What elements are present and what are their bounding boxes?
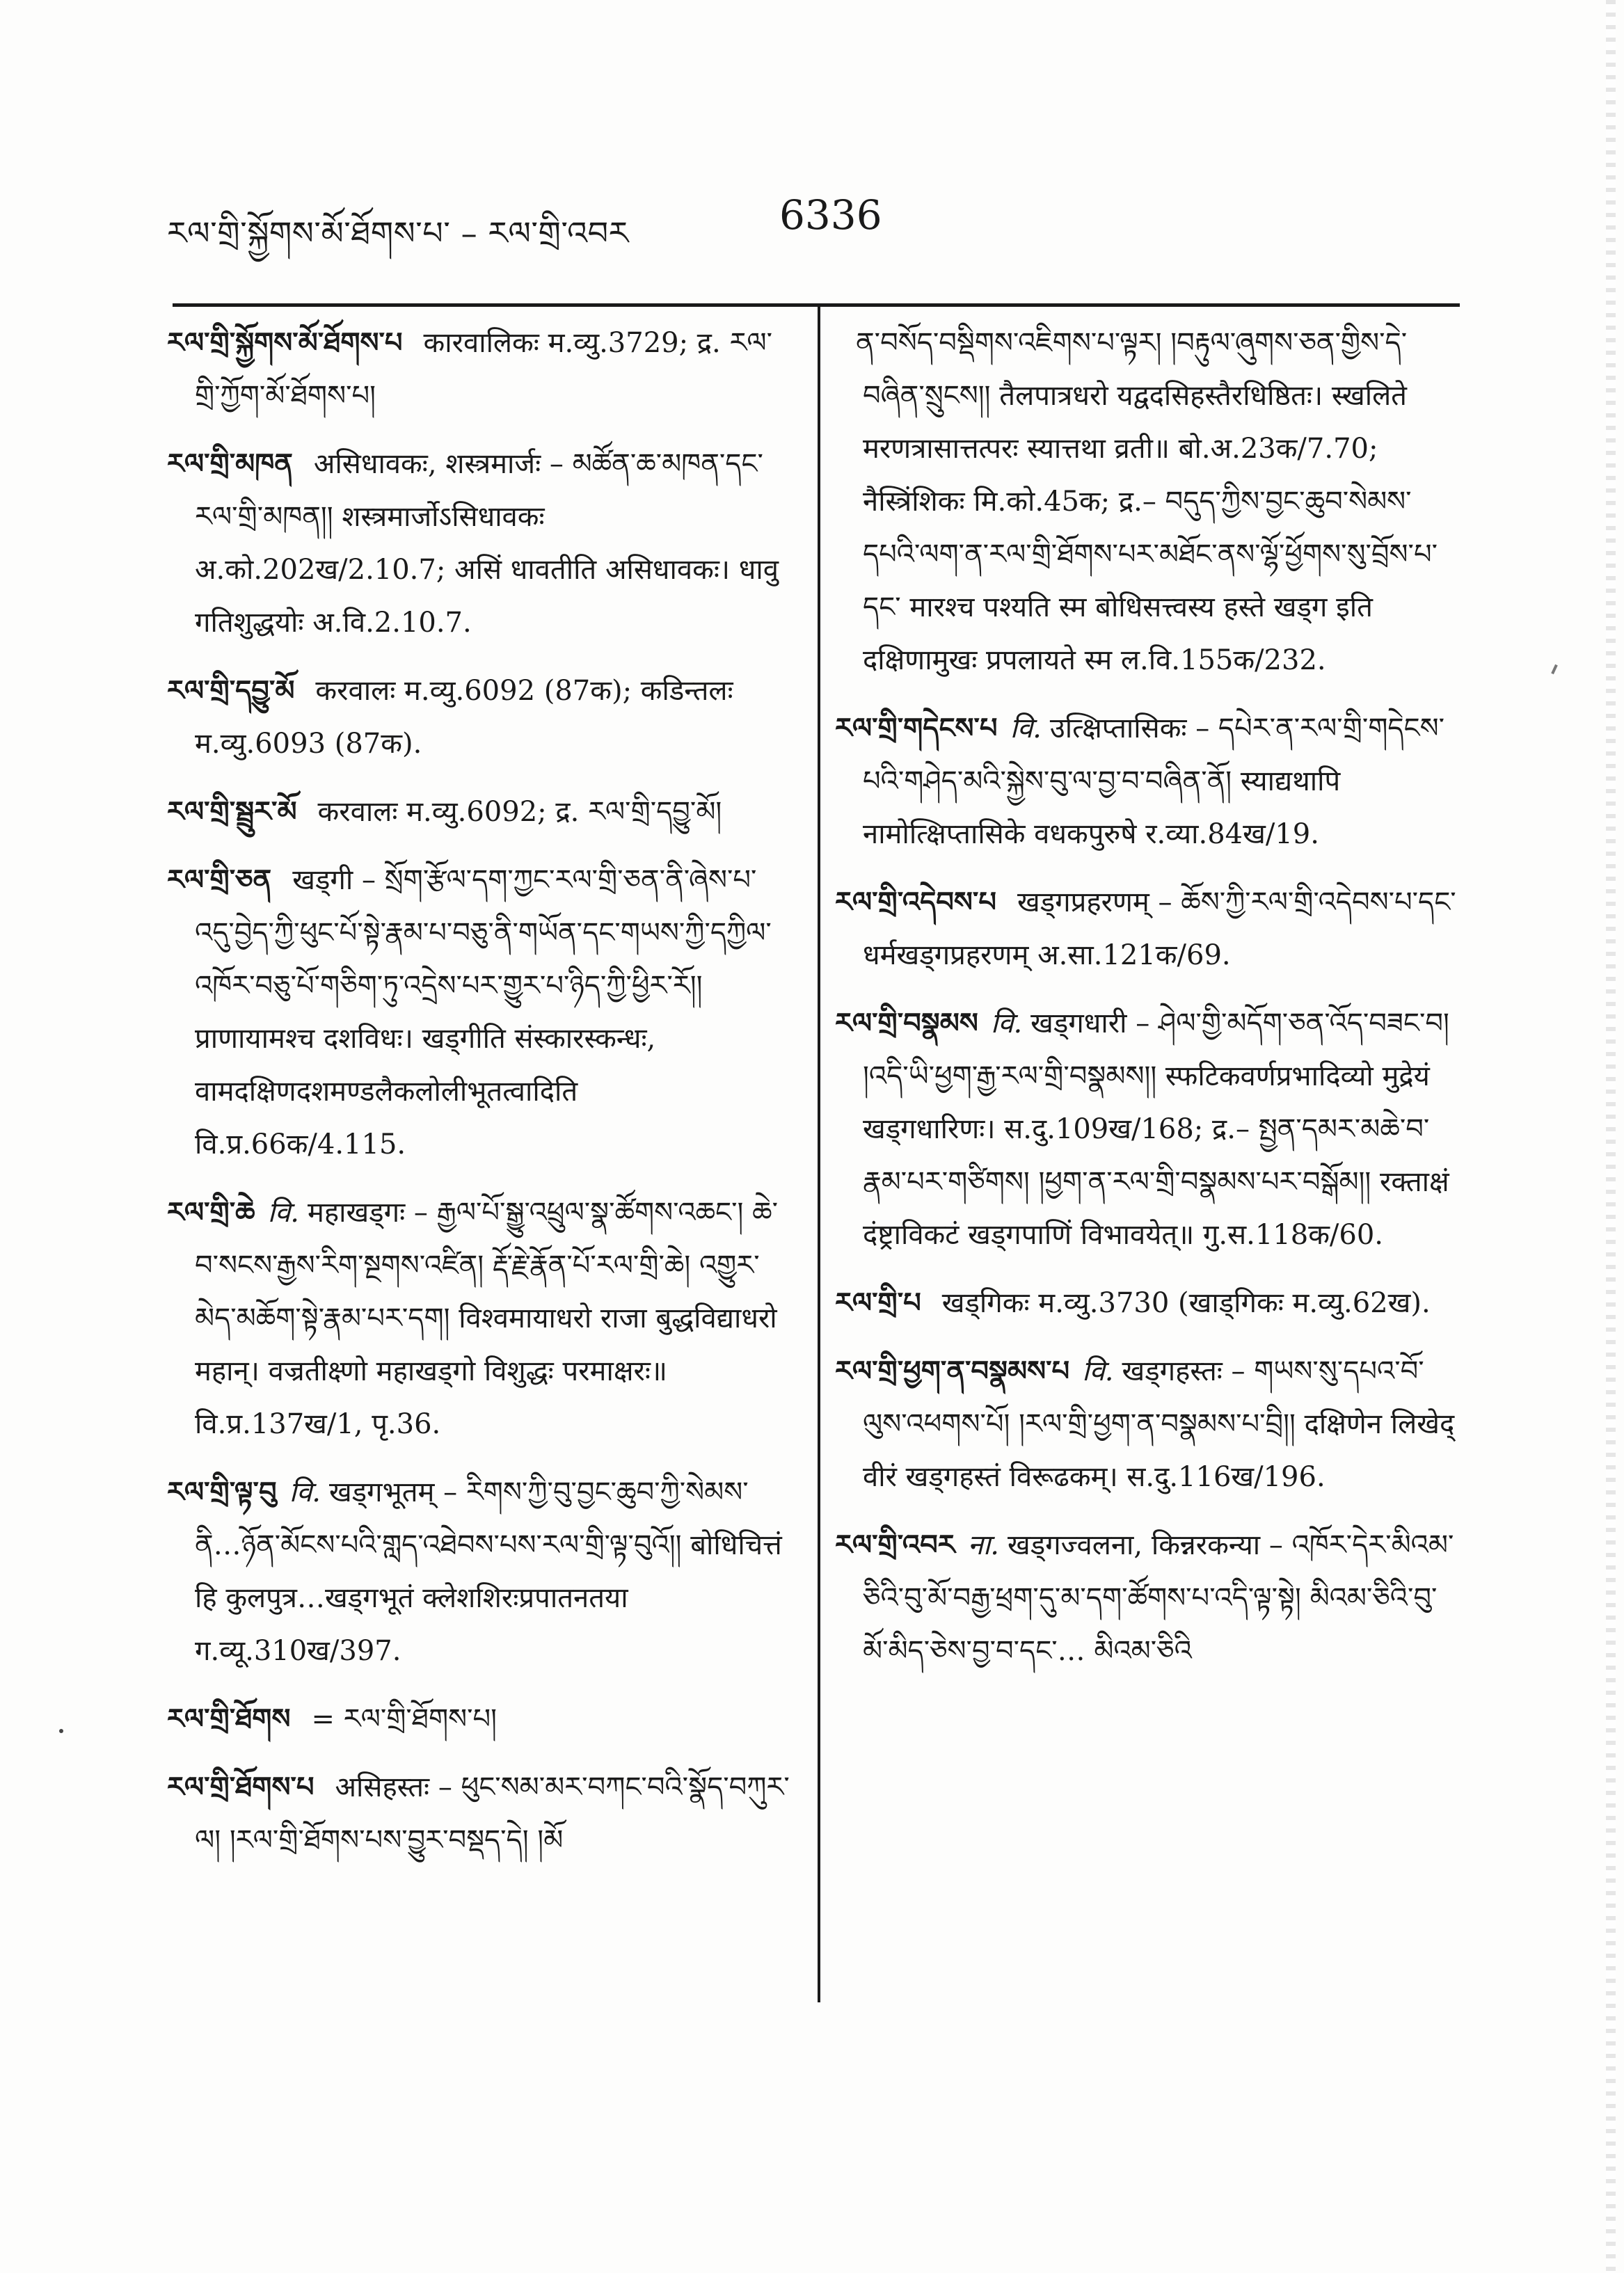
entry-body: खड्गिकः म.व्यु.3730 (खाड्गिकः म.व्यु.62ख). (941, 1287, 1431, 1319)
dictionary-entry (167, 1186, 793, 1451)
entry-body: कारवालिकः म.व्यु.3729; द्र. རལ་གྲི་ཀྱོག་མོ་ཐོགས་པ། (195, 327, 773, 412)
entry-body: करवालः म.व्यु.6092; द्र. རལ་གྲི་དབྱུ་མོ། (317, 796, 722, 828)
dictionary-entry (835, 1277, 1458, 1330)
dictionary-entry (167, 1761, 793, 1867)
entry-headword: རལ་གྲི་འབར (835, 1529, 955, 1561)
entry-body: खड्गप्रहरणम् – ཆོས་ཀྱི་རལ་གྲི་འདེབས་པ་དང་ धर्मखड्गप्रहरणम् अ.सा.121क/69. (863, 886, 1456, 971)
dictionary-entry (835, 997, 1458, 1261)
entry-headword: རལ་གྲི་ཅན (167, 863, 272, 896)
dictionary-entry (167, 1466, 793, 1677)
column-divider (818, 305, 820, 2002)
entry-headword: རལ་གྲི་སྐྱོགས་མོ་ཐོགས་པ (167, 326, 403, 359)
entry-headword: རལ་གྲི་ཆེ (167, 1196, 255, 1229)
entry-body: खड्गी – སྲོག་རྩོལ་དག་ཀྱང་རལ་གྲི་ཅན་ནི་ཞེས་པ་འདུ་བྱེད་ཀྱི་ཕུང་པོ་སྟེ་རྣམ་པ་བཅུ་ནི་གཡོན་དང་གཡས་ཀྱི་དཀྱིལ་འཁོར་བཅུ་པོ་གཅིག་ཏུ་འདྲེས་པར་གྱུར་པ་ཉིད་ཀྱི་ཕྱིར་རོ།། प्राणायामश्च दशविधः। खड्गीति संस्कारस्कन्धः, वामदक्षिणदशमण्डलैकलोलीभूतत्वादिति वि.प्र.66क/4.115. (195, 864, 772, 1161)
scan-speck (1551, 664, 1558, 674)
dictionary-entry (167, 664, 793, 770)
entry-headword: རལ་གྲི་པ (835, 1286, 921, 1319)
entry-body: खड्गभूतम् – རིགས་ཀྱི་བུ་བྱང་ཆུབ་ཀྱི་སེམས་ནི…ཉོན་མོངས་པའི་གླད་འཐེབས་པས་རལ་གྲི་ལྟ་བུའོ།། बोधिचित्तं हि कुलपुत्र…खड्गभूतं क्लेशशिरःप्रपातनतया ग.व्यू.310ख/397. (195, 1476, 782, 1667)
entry-body: असिधावकः, शस्त्रमार्जः – མཚོན་ཆ་མཁན་དང་རལ་གྲི་མཁན།། शस्त्रमार्जोऽसिधावकः अ.को.202ख/2.10.7; असिं धावतीति असिधावकः। धावु गतिशुद्धयोः अ.वि.2.10.7. (195, 448, 779, 639)
entry-headword: རལ་གྲི་འདེབས་པ (835, 886, 996, 918)
entry-grammar: वि. (267, 1197, 299, 1229)
entry-body: असिहस्तः – ཕུང་སམ་མར་བཀང་བའི་སྣོད་བཀུར་ལ། །རལ་གྲི་ཐོགས་པས་བྱུར་བསྡད་དེ། །མོ (195, 1771, 790, 1856)
entry-body: करवालः म.व्यु.6092 (87क); कडिन्तलः म.व्यु.6093 (87क). (195, 675, 733, 760)
entry-grammar: वि. (990, 1007, 1023, 1039)
entry-body: खड्गधारी – ཤེལ་གྱི་མདོག་ཅན་འོད་བཟང་བ། །འདི་ཡི་ཕྱག་རྒྱ་རལ་གྲི་བསྣམས།། स्फटिकवर्णप्रभादिव्यो मुद्रेयं खड्गधारिणः। स.दु.109ख/168; द्र.– སྤྱན་དམར་མཆེ་བ་རྣམ་པར་གཙིགས། །ཕྱག་ན་རལ་གྲི་བསྣམས་པར་བསྒོམ།། रक्ताक्षं दंष्ट्राविकटं खड्गपाणिं विभावयेत्॥ गु.स.118क/60. (863, 1007, 1449, 1251)
entry-grammar: वि. (289, 1476, 321, 1508)
dictionary-entry (835, 317, 1458, 687)
entry-headword: རལ་གྲི་གདེངས་པ (835, 712, 998, 744)
entry-grammar: वि. (1010, 712, 1042, 744)
dictionary-entry (835, 702, 1458, 861)
dictionary-entry (835, 876, 1458, 982)
dictionary-entry (167, 1693, 793, 1746)
entry-headword: རལ་གྲི་ཐོགས (167, 1702, 291, 1735)
right-column (835, 317, 1458, 1693)
entry-body: खड्गज्वलना, किन्नरकन्या – འཁོར་དེར་མིའམ་ཅིའི་བུ་མོ་བརྒྱ་ཕྲག་དུ་མ་དག་ཚོགས་པ་འདི་ལྟ་སྟེ། མིའམ་ཅིའི་བུ་མོ་མིད་ཅེས་བྱ་བ་དང་… མིའམ་ཅིའི (863, 1529, 1454, 1667)
dictionary-entry (835, 1519, 1458, 1677)
dictionary-entry (167, 317, 793, 422)
dictionary-entry (167, 438, 793, 649)
header-rule (173, 303, 1460, 307)
entry-body: ན་བསོད་བསྡིགས་འཇིགས་པ་ལྟར། །བརྟུལ་ཞུགས་ཅན་གྱིས་དེ་བཞིན་སྲུངས།། तैलपात्रधरो यद्वदसिहस्तैरधिष्ठितः। स्खलिते मरणत्रासात्तत्परः स्यात्तथा व्रती॥ बो.अ.23क/7.70; नैस्त्रिंशिकः मि.को.45क; द्र.– བདུད་ཀྱིས་བྱང་ཆུབ་སེམས་དཔའི་ལག་ན་རལ་གྲི་ཐོགས་པར་མཐོང་ནས་ལྷོ་ཕྱོགས་སུ་བྲོས་པ་དང་ मारश्च पश्यति स्म बोधिसत्त्वस्य हस्ते खड्ग इति दक्षिणामुखः प्रपलायते स्म ल.वि.155क/232. (856, 327, 1438, 676)
entry-body: उत्क्षिप्तासिकः – དཔེར་ན་རལ་གྲི་གདེངས་པའི་གཤེད་མའི་སྐྱེས་བུ་ལ་བྱ་བ་བཞིན་ནོ། स्याद्यथापि नामोत्क्षिप्तासिके वधकपुरुषे र.व्या.84ख/19. (863, 712, 1445, 850)
entry-grammar: वि. (1082, 1355, 1114, 1387)
entry-headword: རལ་གྲི་མཁན (167, 447, 293, 480)
running-head: རལ་གྲི་སྐྱོགས་མོ་ཐོགས་པ་ – རལ་གྲི་འབར (167, 214, 629, 252)
dictionary-entry (167, 785, 793, 838)
entry-grammar: ना. (967, 1529, 999, 1561)
page-number: 6336 (779, 191, 882, 239)
left-column (167, 317, 793, 1882)
entry-body: = རལ་གྲི་ཐོགས་པ། (311, 1703, 497, 1735)
entry-headword: རལ་གྲི་སྦྲུར་མོ (167, 795, 297, 828)
dictionary-entry (835, 1345, 1458, 1504)
dictionary-entry (167, 854, 793, 1171)
entry-headword: རལ་གྲི་ཐོགས་པ (167, 1771, 315, 1803)
entry-headword: རལ་གྲི་དབྱུ་མོ (167, 674, 295, 707)
entry-body: महाखड्गः – རྒྱལ་པོ་སྒྱུ་འཕྲུལ་སྣ་ཚོགས་འཆང་། ཆེ་བ་སངས་རྒྱས་རིག་སྔགས་འཛིན། རྡོ་རྗེ་རྣོན་པོ་རལ་གྲི་ཆེ། འགྱུར་མེད་མཆོག་སྟེ་རྣམ་པར་དག། विश्वमायाधरो राजा बुद्धविद्याधरो महान्। वज्रतीक्ष्णो महाखड्गो विशुद्धः परमाक्षरः॥ वि.प्र.137ख/1, पृ.36. (195, 1197, 779, 1440)
entry-headword: རལ་གྲི་བསྣམས (835, 1007, 978, 1039)
entry-body: खड्गहस्तः – གཡས་སུ་དཔའ་བོ་ལུས་འཕགས་པོ། །རལ་གྲི་ཕྱག་ན་བསྣམས་པ་བྲི།། दक्षिणेन लिखेद् वीरं खड्गहस्तं विरूढकम्। स.दु.116ख/196. (863, 1355, 1455, 1493)
scan-speck (59, 1729, 63, 1733)
scan-edge-artifact (1606, 0, 1616, 2273)
entry-headword: རལ་གྲི་ཕྱག་ན་བསྣམས་པ (835, 1355, 1070, 1387)
entry-headword: རལ་གྲི་ལྟ་བུ (167, 1476, 277, 1508)
